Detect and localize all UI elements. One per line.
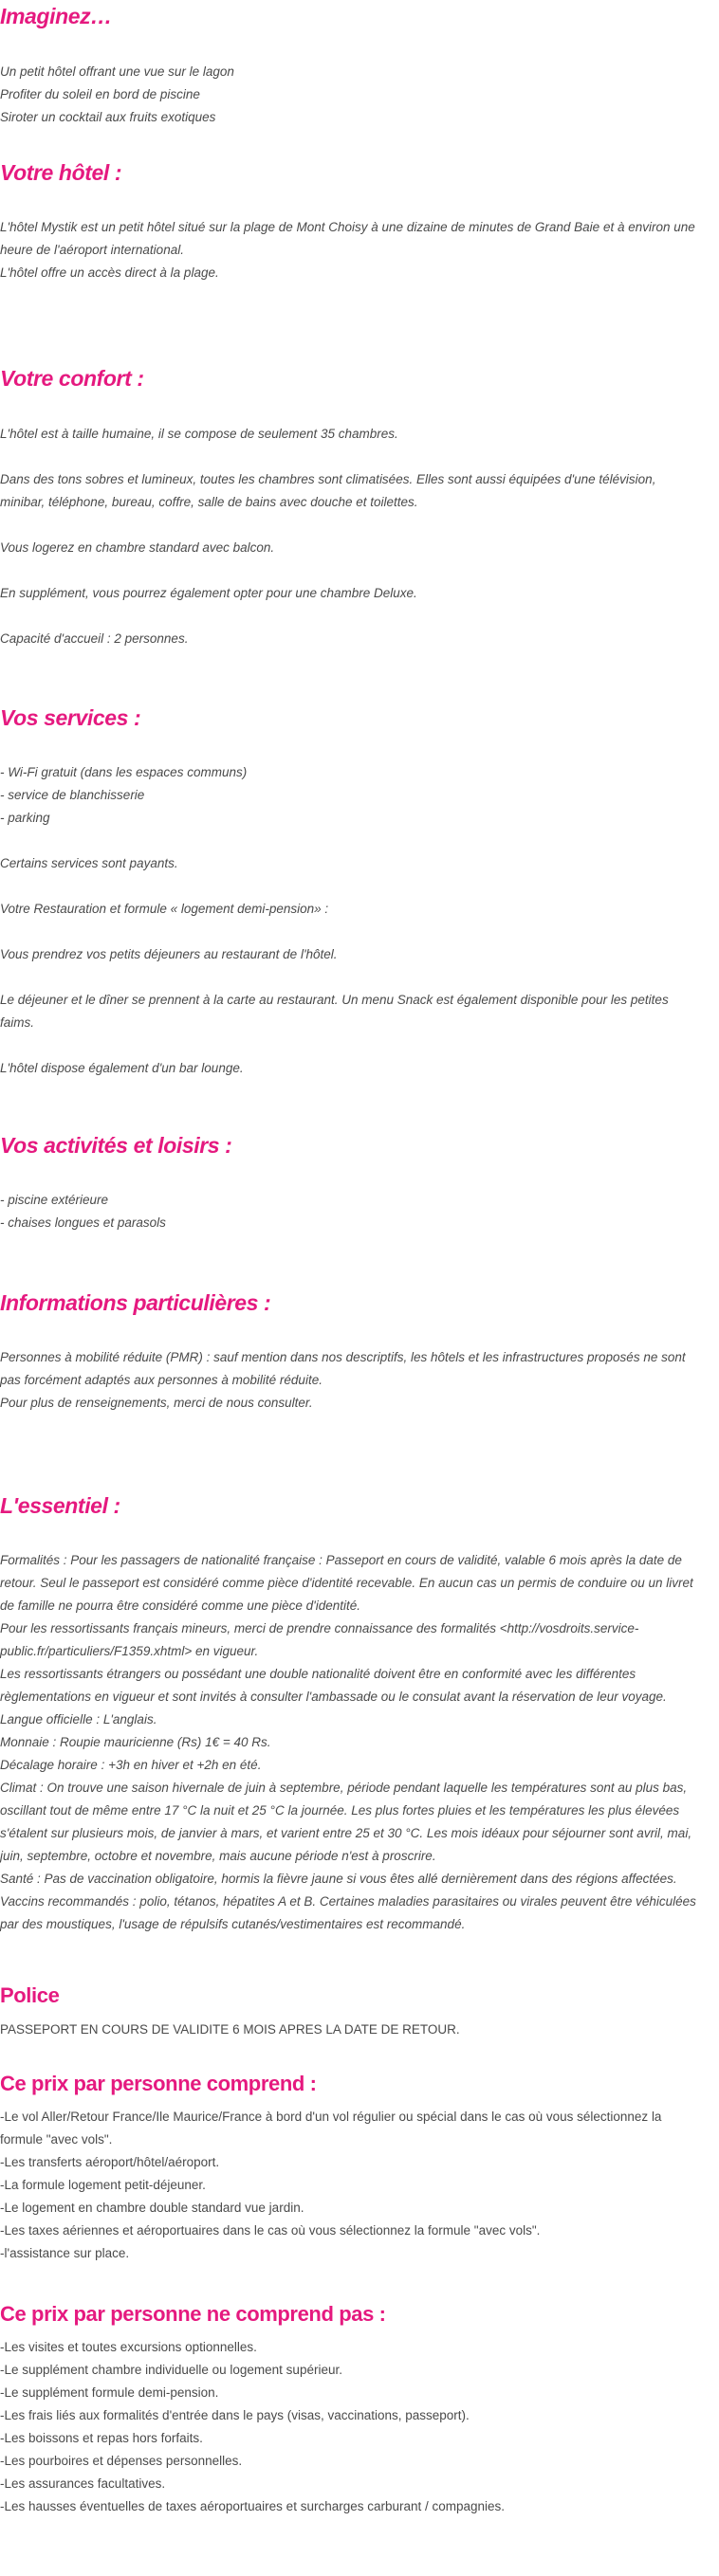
text-line: Votre Restauration et formule « logement demi-pension» : bbox=[0, 902, 329, 916]
list-item: -Les boissons et repas hors forfaits. bbox=[0, 2431, 203, 2445]
list-item: -Les frais liés aux formalités d'entrée dans le pays (visas, vaccinations, passeport). bbox=[0, 2408, 470, 2422]
list-item: - piscine extérieure bbox=[0, 1193, 109, 1207]
list-item: -Les hausses éventuelles de taxes aéroportuaires et surcharges carburant / compagnies. bbox=[0, 2499, 506, 2513]
list-item: -Le supplément chambre individuelle ou logement supérieur. bbox=[0, 2363, 342, 2377]
section-imaginez bbox=[0, 2, 702, 30]
text-line: Profiter du soleil en bord de piscine bbox=[0, 87, 200, 101]
list-item: -Le vol Aller/Retour France/Ile Maurice/France à bord d'un vol régulier ou spécial dans le cas où vous sélectionnez la formule "avec vols". bbox=[0, 2110, 662, 2147]
essentiel-text bbox=[0, 1549, 702, 1936]
section-title: Ce prix par personne comprend : bbox=[0, 2072, 317, 2095]
infos-text bbox=[0, 1346, 702, 1415]
confort-text bbox=[0, 423, 702, 650]
text-line: PASSEPORT EN COURS DE VALIDITE 6 MOIS APRES LA DATE DE RETOUR. bbox=[0, 2022, 460, 2037]
text-line: Pour les ressortissants français mineurs, merci de prendre connaissance des formalités <http://vosdroits.service-public.fr/particuliers/F1359.xhtml> en vigueur. bbox=[0, 1621, 639, 1658]
text-line: Santé : Pas de vaccination obligatoire, hormis la fièvre jaune si vous êtes allé dernièrement dans des régions affectées. Vaccins recommandés : polio, tétanos, hépatites A et B. Certaines maladies parasitaires ou virales peuvent être véhiculées par des moustiques, l'usage de répulsifs cutanés/vestimentaires est recommandé. bbox=[0, 1872, 696, 1931]
list-item: - Wi-Fi gratuit (dans les espaces communs) bbox=[0, 765, 248, 779]
services-text bbox=[0, 761, 702, 1080]
list-item: - chaises longues et parasols bbox=[0, 1215, 166, 1230]
text-line: Capacité d'accueil : 2 personnes. bbox=[0, 631, 189, 646]
text-line: Siroter un cocktail aux fruits exotiques bbox=[0, 110, 216, 124]
text-line: Vous prendrez vos petits déjeuners au restaurant de l'hôtel. bbox=[0, 947, 338, 961]
section-title: Ce prix par personne ne comprend pas : bbox=[0, 2302, 386, 2326]
list-item: -Les transferts aéroport/hôtel/aéroport. bbox=[0, 2155, 220, 2169]
list-item: -Les assurances facultatives. bbox=[0, 2476, 166, 2491]
text-line: Dans des tons sobres et lumineux, toutes les chambres sont climatisées. Elles sont aussi équipées d'une télévision, minibar, téléphone, bureau, coffre, salle de bains avec douche et toilettes. bbox=[0, 472, 656, 509]
section-infos bbox=[0, 1288, 702, 1317]
list-item: -La formule logement petit-déjeuner. bbox=[0, 2178, 206, 2192]
list-item: -Les taxes aériennes et aéroportuaires dans le cas où vous sélectionnez la formule "avec vols". bbox=[0, 2223, 541, 2238]
section-noncomprend bbox=[0, 2300, 702, 2329]
text-line: Climat : On trouve une saison hivernale de juin à septembre, période pendant laquelle les températures sont au plus bas, oscillant tout de même entre 17 °C la nuit et 25 °C la journée. Les plus fortes pluies et les températures les plus élevées s'étalent sur plusieurs mois, de janvier à mars, et varient entre 25 et 30 °C. Les mois idéaux pour séjourner sont avril, mai, juin, septembre, octobre et novembre, mais aucune période n'est à proscrire. bbox=[0, 1781, 692, 1863]
section-hotel bbox=[0, 158, 702, 187]
text-line: Formalités : Pour les passagers de nationalité française : Passeport en cours de validité, valable 6 mois après la date de retour. Seul le passeport est considéré comme pièce d'identité recevable. En aucun cas un permis de conduire ou un livret de famille ne pourra être considéré comme une pièce d'identité. bbox=[0, 1553, 693, 1613]
text-line: Pour plus de renseignements, merci de nous consulter. bbox=[0, 1396, 313, 1410]
section-title: Vos services : bbox=[0, 705, 141, 730]
list-item: -Le logement en chambre double standard vue jardin. bbox=[0, 2201, 304, 2215]
text-line: Personnes à mobilité réduite (PMR) : sauf mention dans nos descriptifs, les hôtels et les infrastructures proposés ne sont pas forcément adaptés aux personnes à mobilité réduite. bbox=[0, 1350, 686, 1387]
text-line: Vous logerez en chambre standard avec balcon. bbox=[0, 540, 275, 555]
text-line: L'hôtel Mystik est un petit hôtel situé sur la plage de Mont Choisy à une dizaine de minutes de Grand Baie et à environ une heure de l'aéroport international. bbox=[0, 220, 695, 257]
comprend-text bbox=[0, 2106, 702, 2265]
text-line: Langue officielle : L'anglais. bbox=[0, 1712, 157, 1726]
list-item: -Les pourboires et dépenses personnelles. bbox=[0, 2454, 243, 2468]
list-item: -Le supplément formule demi-pension. bbox=[0, 2385, 219, 2400]
section-title: Vos activités et loisirs : bbox=[0, 1133, 232, 1158]
section-title: L'essentiel : bbox=[0, 1493, 120, 1518]
text-line: Le déjeuner et le dîner se prennent à la carte au restaurant. Un menu Snack est également disponible pour les petites faims. bbox=[0, 993, 669, 1030]
section-title: Police bbox=[0, 1983, 60, 2007]
hotel-text bbox=[0, 216, 702, 284]
text-line: Certains services sont payants. bbox=[0, 856, 178, 870]
section-confort bbox=[0, 364, 702, 393]
text-line: L'hôtel dispose également d'un bar lounge. bbox=[0, 1061, 244, 1075]
text-line: Monnaie : Roupie mauricienne (Rs) 1€ = 40 Rs. bbox=[0, 1735, 271, 1749]
list-item: - service de blanchisserie bbox=[0, 788, 145, 802]
section-title: Informations particulières : bbox=[0, 1290, 271, 1315]
activites-text bbox=[0, 1189, 702, 1234]
list-item: - parking bbox=[0, 811, 50, 825]
section-police bbox=[0, 1982, 702, 2010]
section-essentiel bbox=[0, 1491, 702, 1520]
text-line: L'hôtel offre un accès direct à la plage. bbox=[0, 265, 219, 280]
text-line: L'hôtel est à taille humaine, il se compose de seulement 35 chambres. bbox=[0, 427, 398, 441]
text-line: En supplément, vous pourrez également opter pour une chambre Deluxe. bbox=[0, 586, 417, 600]
text-line: Les ressortissants étrangers ou possédant une double nationalité doivent être en conformité avec les différentes règlementations en vigueur et sont invités à consulter l'ambassade ou le consulat avant la réservation de leur voyage. bbox=[0, 1667, 667, 1704]
section-activites bbox=[0, 1131, 702, 1160]
police-text bbox=[0, 2019, 702, 2041]
noncomprend-text bbox=[0, 2336, 702, 2518]
section-comprend bbox=[0, 2070, 702, 2098]
section-title: Imaginez… bbox=[0, 4, 112, 28]
text-line: Un petit hôtel offrant une vue sur le lagon bbox=[0, 64, 234, 79]
section-services bbox=[0, 703, 702, 732]
imaginez-text bbox=[0, 61, 702, 129]
list-item: -l'assistance sur place. bbox=[0, 2246, 130, 2260]
section-title: Votre confort : bbox=[0, 366, 144, 391]
list-item: -Les visites et toutes excursions optionnelles. bbox=[0, 2340, 257, 2354]
text-line: Décalage horaire : +3h en hiver et +2h en été. bbox=[0, 1758, 262, 1772]
section-title: Votre hôtel : bbox=[0, 160, 122, 185]
